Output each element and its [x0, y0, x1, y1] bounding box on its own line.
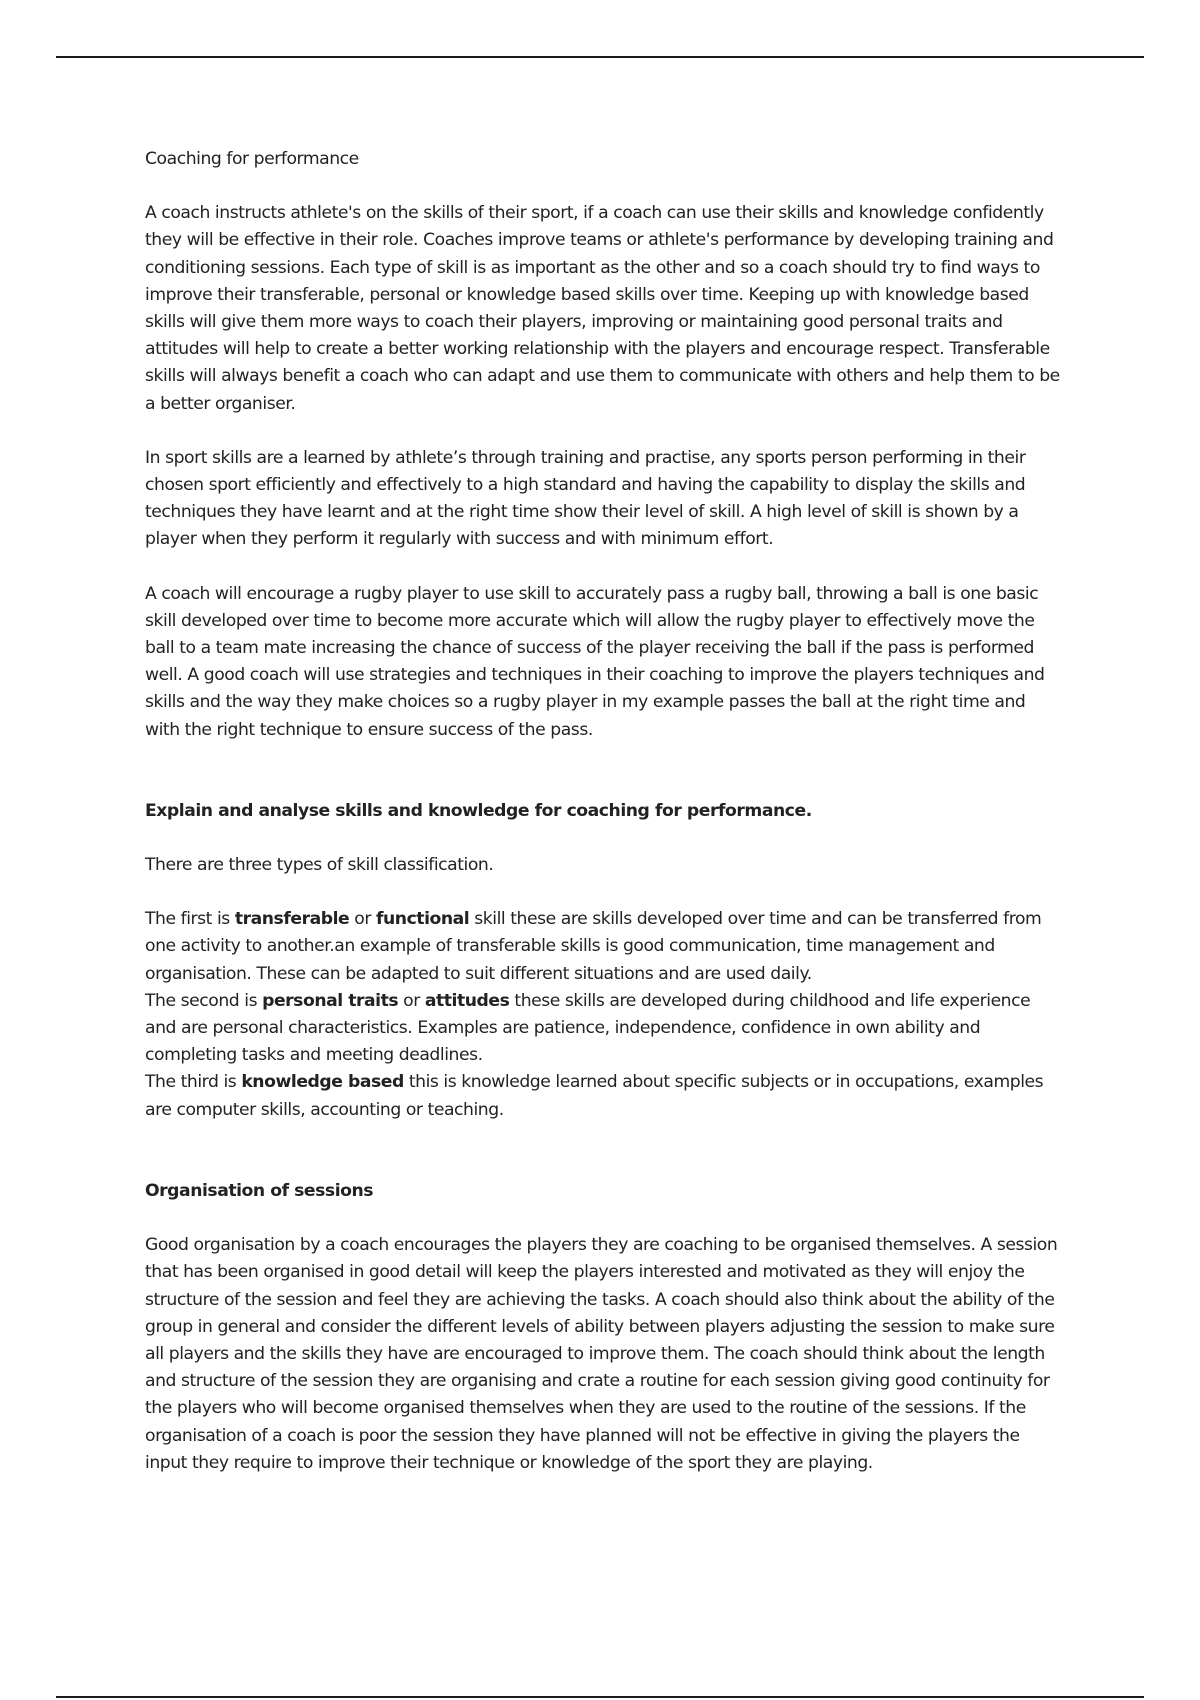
skill-knowledge: The third is knowledge based this is knowledge learned about specific subjects or in occupations, examples are computer skills, accounting or teaching.	[145, 1072, 1044, 1120]
skill-transferable: The first is transferable or functional skill these are skills developed over time and can be transferred from one activity to another.an example of transferable skills is good communication, time management and organisation. These can be adapted to suit different situations and are used daily.	[145, 909, 1042, 984]
footer-rule	[56, 1696, 1144, 1698]
document-title: Coaching for performance	[145, 149, 359, 169]
header-rule	[56, 56, 1144, 58]
intro-paragraph-1: A coach instructs athlete's on the skills of their sport, if a coach can use their skills and knowledge confidently they will be effective in their role. Coaches improve teams or athlete's performance by developing training and conditioning sessions. Each type of skill is as important as the other and so a coach should try to find ways to improve their transferable, personal or knowledge based skills over time. Keeping up with knowledge based skills will give them more ways to coach their players, improving or maintaining good personal traits and attitudes will help to create a better working relationship with the players and encourage respect. Transferable skills will always benefit a coach who can adapt and use them to communicate with others and help them to be a better organiser.	[145, 203, 1060, 414]
intro-paragraph-3: A coach will encourage a rugby player to use skill to accurately pass a rugby ball, throwing a ball is one basic skill developed over time to become more accurate which will allow the rugby player to effectively move the ball to a team mate increasing the chance of success of the player receiving the ball if the pass is performed well. A good coach will use strategies and techniques in their coaching to improve the players techniques and skills and the way they make choices so a rugby player in my example passes the ball at the right time and with the right technique to ensure success of the pass.	[145, 583, 1045, 740]
document-body	[145, 146, 1065, 1477]
intro-paragraph-2: In sport skills are a learned by athlete’s through training and practise, any sports person performing in their chosen sport efficiently and effectively to a high standard and having the capability to display the skills and techniques they have learnt and at the right time show their level of skill. A high level of skill is shown by a player when they perform it regularly with success and with minimum effort.	[145, 447, 1026, 550]
organisation-paragraph: Good organisation by a coach encourages the players they are coaching to be organised themselves. A session that has been organised in good detail will keep the players interested and motivated as they will enjoy the structure of the session and feel they are achieving the tasks. A coach should also think about the ability of the group in general and consider the different levels of ability between players adjusting the session to make sure all players and the skills they have are encouraged to improve them. The coach should think about the length and structure of the session they are organising and crate a routine for each session giving good continuity for the players who will become organised themselves when they are used to the routine of the sessions. If the organisation of a coach is poor the session they have planned will not be effective in giving the players the input they require to improve their technique or knowledge of the sport they are playing.	[145, 1235, 1058, 1473]
skill-personal: The second is personal traits or attitudes these skills are developed during childhood and life experience and are personal characteristics. Examples are patience, independence, confidence in own ability and completing tasks and meeting deadlines.	[145, 990, 1031, 1066]
skills-lead: There are three types of skill classification.	[145, 855, 494, 876]
section-heading-organisation: Organisation of sessions	[145, 1180, 374, 1201]
section-heading-skills: Explain and analyse skills and knowledge for coaching for performance.	[145, 800, 812, 821]
